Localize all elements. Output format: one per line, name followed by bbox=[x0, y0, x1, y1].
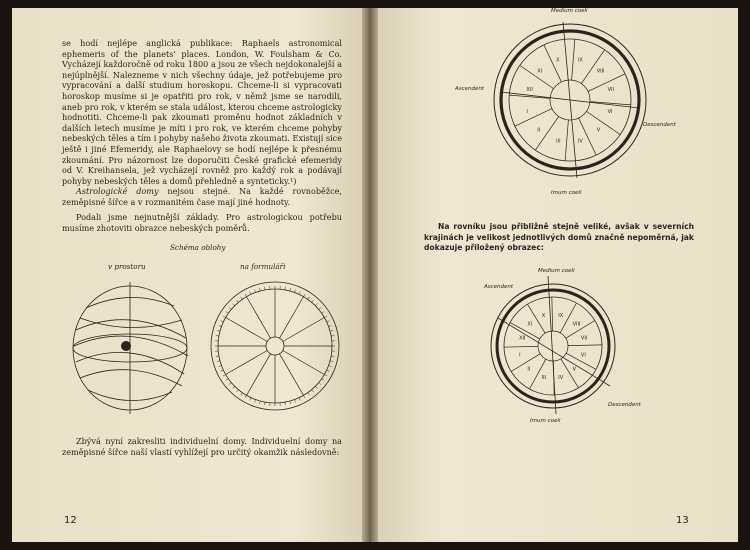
fig2-label-bottom: Imum coeli bbox=[530, 418, 561, 424]
right-page-number: 13 bbox=[676, 515, 689, 526]
left-paragraph-4: Zbývá nyní zakresliti individuelní domy. Individuelní domy na zeměpisné šířce naší vlastí vyhlížejí pro určitý okamžik následovně: bbox=[62, 436, 342, 457]
house-number: XI bbox=[537, 68, 543, 75]
left-text-block-3 bbox=[62, 436, 342, 457]
fig1-label-right: Descendent bbox=[643, 122, 676, 128]
house-number: I bbox=[526, 108, 528, 115]
caption-na-formulari: na formuláři bbox=[240, 262, 286, 271]
zodiac-form-diagram bbox=[205, 275, 345, 417]
fig2-label-top: Medium coeli bbox=[538, 268, 575, 274]
house-number: I bbox=[519, 352, 521, 359]
fig1-label-bottom: Imum coeli bbox=[551, 190, 582, 196]
house-number: VI bbox=[580, 352, 586, 359]
book-gutter bbox=[362, 8, 378, 542]
fig1-label-left: Ascendent bbox=[455, 86, 485, 92]
house-number: XI bbox=[527, 321, 533, 328]
left-page-number: 12 bbox=[64, 515, 77, 526]
house-number: VII bbox=[580, 335, 588, 342]
house-number: VIII bbox=[572, 321, 581, 328]
house-number: IV bbox=[558, 374, 564, 381]
left-paragraph-1: se hodí nejlépe anglická publikace: Raphaels astronomical ephemeris of the planets' places. London, W. Foulsham & Co. Vycházejí každoročně od roku 1800 a jsou ze všech nejdokonalejší a nejúplnější. Nalezneme v nich všechny údaje, jež potřebujeme pro vypracování a další studium horoskopu. Chceme-li si vypracovati horoskop musíme si je opatřiti pro rok, v němž jsme se narodili, aneb pro rok, v kterém se stala událost, kterou chceme astrologicky hodnotiti. Chceme-li pak zkoumati proměnu hodnot základních v dalších letech musíme je míti i pro rok, ve kterém chceme pohyby nebeských těles a tím i pohyby našeho života zkoumati. Existují sice ještě i jiné Efemeridy, ale Raphaelovy se hodí nejlépe k přesnému zkoumání. Pro názornost lze doporučiti České grafické efemeridy od V. Kreihansela, jež vycházejí rovněž pro každý rok a podávají pohyby nebeských těles a domů přehledně a synteticky.¹) bbox=[62, 38, 342, 186]
house-number: V bbox=[572, 366, 577, 373]
house-number: II bbox=[527, 366, 531, 373]
house-number: VII bbox=[607, 87, 614, 94]
celestial-sphere-diagram bbox=[66, 278, 198, 418]
left-text-block-2 bbox=[62, 212, 342, 233]
house-number: VI bbox=[607, 108, 613, 115]
house-number: III bbox=[541, 374, 547, 381]
house-number: V bbox=[596, 127, 601, 134]
fig2-label-right: Descendent bbox=[608, 402, 641, 408]
house-number: II bbox=[537, 127, 541, 134]
house-number: III bbox=[556, 138, 561, 145]
left-paragraph-2 bbox=[62, 186, 342, 207]
house-number: XII bbox=[519, 335, 526, 342]
left-paragraph-2-italic: Astrologické domy bbox=[76, 186, 159, 197]
caption-schema: Schéma oblohy bbox=[170, 243, 226, 252]
left-text-block-1 bbox=[62, 38, 342, 208]
house-number: XII bbox=[526, 87, 533, 94]
left-paragraph-2-rest: nejsou stejné. Na každé rovnoběžce, zeměpisné šířce a v rozmanitém čase mají jiné hodnoty. bbox=[62, 186, 342, 207]
house-number: X bbox=[556, 57, 560, 64]
left-paragraph-3: Podali jsme nejnutnější základy. Pro astrologickou potřebu musíme zhotoviti obrazce nebeských poměrů. bbox=[62, 212, 342, 233]
house-number: IX bbox=[558, 313, 564, 320]
right-text-block bbox=[424, 222, 694, 254]
right-paragraph-1: Na rovníku jsou přibližně stejně veliké, avšak v severních krajinách je velikost jednotlivých domů značně nepoměrná, jak dokazuje přiložený obrazec: bbox=[424, 222, 694, 253]
house-number: X bbox=[541, 313, 546, 320]
house-number: IV bbox=[577, 138, 583, 145]
house-number: VIII bbox=[596, 68, 605, 75]
fig2-label-left: Ascendent bbox=[484, 284, 514, 290]
houses-diagram-bottom bbox=[478, 262, 658, 424]
houses-diagram-top bbox=[455, 2, 685, 198]
fig1-label-top: Medium coeli bbox=[551, 8, 588, 14]
caption-v-prostoru: v prostoru bbox=[108, 262, 146, 271]
house-number: IX bbox=[577, 57, 583, 64]
